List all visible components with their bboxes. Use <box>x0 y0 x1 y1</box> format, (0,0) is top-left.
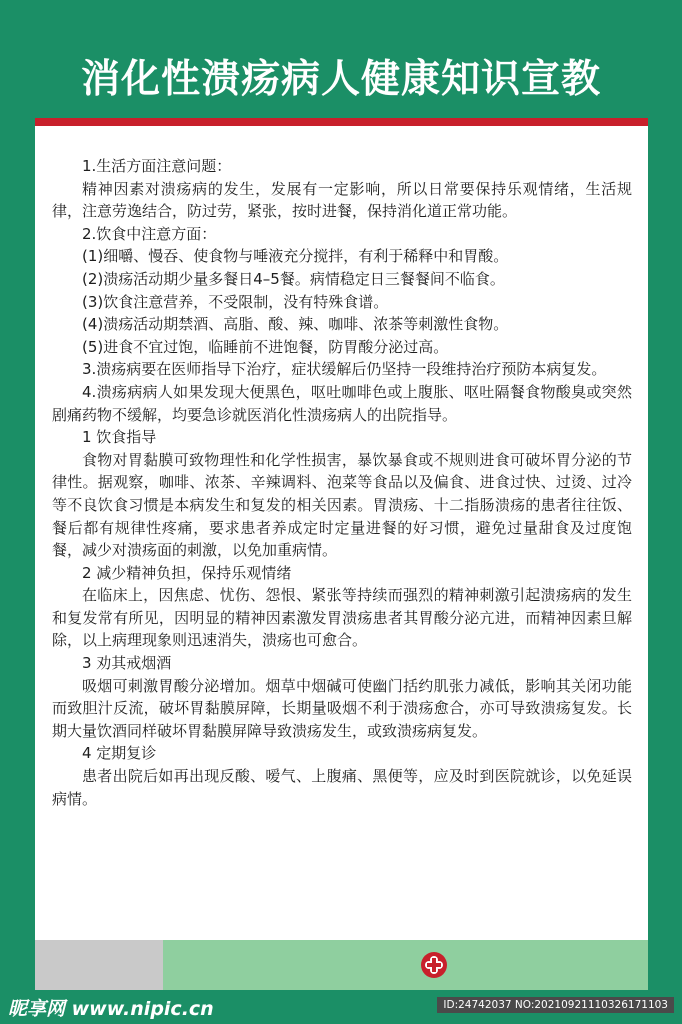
section-heading-1: 1.生活方面注意问题： <box>82 157 232 175</box>
list-item: (1)细嚼、慢吞、使食物与唾液充分搅拌，有利于稀释中和胃酸。 <box>82 247 509 266</box>
footer-gray-block <box>35 940 163 990</box>
watermark-id: ID:24742037 NO:20210921110326171103 <box>437 997 674 1013</box>
list-item: (5)进食不宜过饱，临睡前不进饱餐，防胃酸分泌过高。 <box>82 337 449 356</box>
paragraph: 精神因素对溃疡病的发生，发展有一定影响，所以日常要保持乐观情绪，生活规律，注意劳逸结合，防过劳，紧张，按时进餐，保持消化道正常功能。 <box>52 179 632 221</box>
page-title: 消化性溃疡病人健康知识宣教 <box>80 57 601 102</box>
medical-cross-icon <box>420 951 448 979</box>
section-heading-2: 2.饮食中注意方面： <box>82 224 217 243</box>
subheading-mental: 2 减少精神负担，保持乐观情绪 <box>82 563 292 582</box>
list-item: (2)溃疡活动期少量多餐日4–5餐。病情稳定日三餐餐间不临食。 <box>82 269 505 288</box>
subheading-diet: 1 饮食指导 <box>82 428 157 447</box>
paragraph: 患者出院后如再出现反酸、嗳气、上腹痛、黑便等，应及时到医院就诊，以免延误病情。 <box>52 767 632 808</box>
paragraph: 在临床上，因焦虑、忧伤、怨恨、紧张等持续而强烈的精神刺激引起溃疡病的发生和复发常有所见，因明显的精神因素激发胃溃疡患者其胃酸分泌亢进，而精神因素旦解除，以上病理现象则迅速消失，溃疡也可愈合。 <box>52 586 632 650</box>
paragraph: 食物对胃黏膜可致物理性和化学性损害，暴饮暴食或不规则进食可破坏胃分泌的节律性。据观察，咖啡、浓茶、辛辣调料、泡菜等食品以及偏食、进食过快、过烫、过冷等不良饮食习惯是本病发生和复发的相关因素。胃溃疡、十二指肠溃疡的患者往往饭、餐后都有规律性疼痛，要求患者养成定时定量进餐的好习惯，避免过量甜食及过度饱餐，减少对溃疡面的刺激，以免加重病情。 <box>52 450 632 560</box>
subheading-followup: 4 定期复诊 <box>82 744 157 763</box>
paragraph: 3.溃疡病要在医师指导下治疗，症状缓解后仍坚持一段维持治疗预防本病复发。 <box>82 360 607 379</box>
list-item: (4)溃疡活动期禁酒、高脂、酸、辣、咖啡、浓茶等刺激性食物。 <box>82 315 509 334</box>
title-divider <box>35 118 648 126</box>
paragraph: 4.溃疡病病人如果发现大便黑色，呕吐咖啡色或上腹胀、呕吐隔餐食物酸臭或突然剧痛药物不缓解，均要急诊就医消化性溃疡病人的出院指导。 <box>52 382 632 424</box>
content-body <box>52 155 632 810</box>
subheading-smoking: 3 劝其戒烟酒 <box>82 654 172 673</box>
footer-green-block <box>163 940 648 990</box>
paragraph: 吸烟可刺激胃酸分泌增加。烟草中烟碱可使幽门括约肌张力减低，影响其关闭功能而致胆汁反流，破坏胃黏膜屏障，长期量吸烟不利于溃疡愈合，亦可导致溃疡复发。长期大量饮酒同样破坏胃黏膜屏障导致溃疡发生，或致溃疡病复发。 <box>52 676 632 740</box>
list-item: (3)饮食注意营养，不受限制，没有特殊食谱。 <box>82 292 389 311</box>
watermark-logo: 昵享网 www.nipic.cn <box>8 998 214 1020</box>
